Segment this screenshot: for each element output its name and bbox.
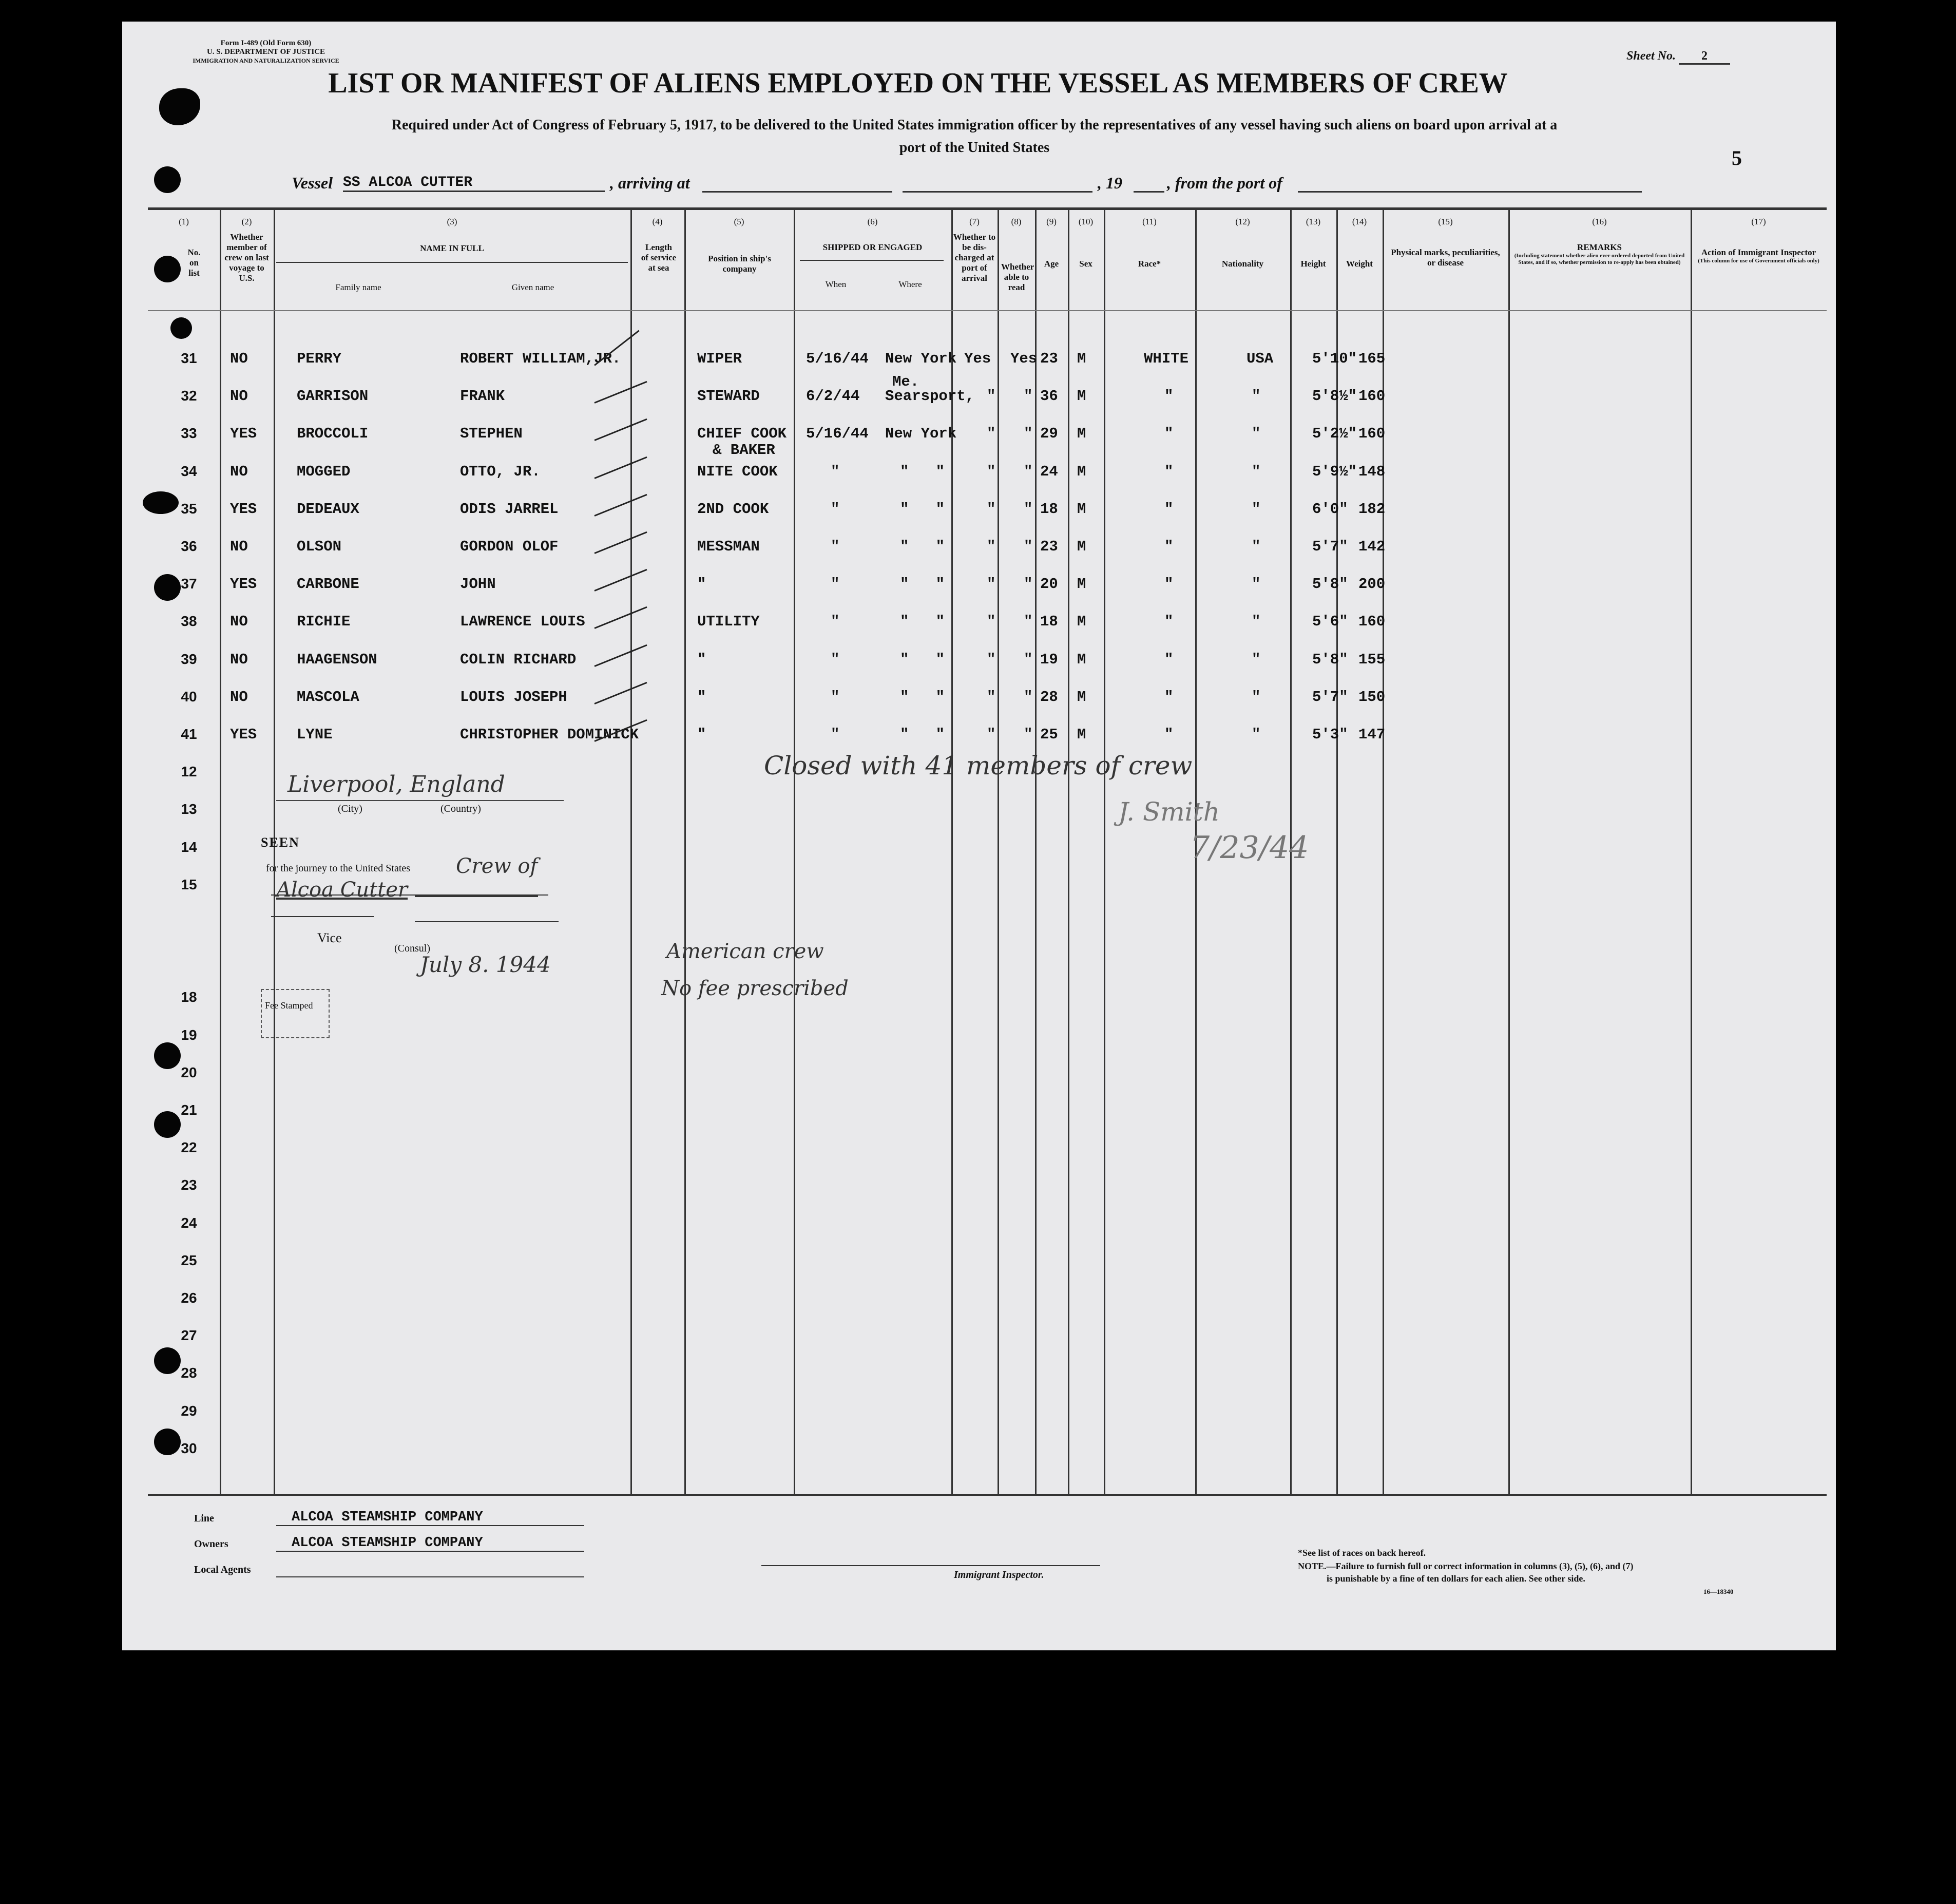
tick-mark [594, 531, 647, 554]
cell-height: 6'0" [1312, 500, 1348, 518]
cell-family-name: BROCCOLI [297, 425, 369, 443]
manifest-sheet [122, 22, 1836, 1650]
table-bottom-rule [148, 1494, 1827, 1496]
row-number-empty: 24 [181, 1214, 197, 1231]
cell-race: " [1164, 500, 1174, 518]
cell-age: 24 [1040, 463, 1058, 480]
fee-stamp-box [261, 989, 330, 1038]
col-divider [998, 207, 999, 1495]
col-header-nationality: Nationality [1221, 259, 1264, 269]
cell-where: " " [900, 613, 945, 631]
col-number: (1) [179, 217, 189, 226]
cell-discharged: " [987, 651, 996, 668]
cell-position: " [697, 576, 706, 593]
cell-able-to-read: " [1024, 463, 1033, 480]
cell-able-to-read: " [1024, 500, 1033, 518]
col-header-weight: Weight [1346, 259, 1373, 269]
col-divider [1508, 207, 1510, 1495]
cell-weight: 148 [1358, 463, 1386, 480]
crew-note: American crew [666, 940, 824, 963]
col-number: (7) [969, 217, 980, 226]
cell-last-voyage: YES [230, 425, 257, 443]
inspection-date: 7/23/44 [1190, 830, 1309, 866]
cell-nationality: " [1252, 388, 1261, 405]
vessel-label: Vessel [292, 174, 333, 192]
cell-position: " [697, 651, 706, 668]
cell-sex: M [1077, 576, 1086, 593]
cell-when: 5/16/44 [806, 350, 869, 367]
cell-sex: M [1077, 613, 1086, 631]
col-header-sex: Sex [1079, 259, 1092, 269]
cell-position: STEWARD [697, 388, 760, 405]
cell-age: 20 [1040, 576, 1058, 593]
inspector-signature-rule [761, 1565, 1100, 1566]
cell-race: " [1164, 688, 1174, 706]
cell-nationality: " [1252, 613, 1261, 631]
tick-mark [594, 418, 647, 441]
cell-age: 23 [1040, 350, 1058, 367]
cell-sex: M [1077, 726, 1086, 743]
cell-where-state: Me. [892, 373, 919, 391]
cell-given-name: LOUIS JOSEPH [460, 688, 567, 706]
cell-sex: M [1077, 388, 1086, 405]
cell-given-name: FRANK [460, 388, 505, 405]
cell-able-to-read: Yes [1010, 350, 1038, 367]
cell-sex: M [1077, 651, 1086, 668]
col-number: (12) [1235, 217, 1250, 226]
arriving-label: , arriving at [610, 174, 690, 192]
cell-height: 5'8½" [1312, 388, 1357, 405]
cell-position: WIPER [697, 350, 742, 367]
cell-family-name: MOGGED [297, 463, 351, 480]
row-number-empty: 23 [181, 1177, 197, 1193]
col-number: (11) [1142, 217, 1157, 226]
arriving-blank [702, 191, 892, 193]
cell-last-voyage: YES [230, 576, 257, 593]
col-header-remarks: REMARKS (Including statement whether alien ever ordered deported from United States, and if so, whether permission to re-apply has been obtained) [1514, 242, 1685, 265]
cell-where: " " [900, 576, 945, 593]
col-header-name: NAME IN FULL [420, 243, 484, 253]
cell-height: 5'6" [1312, 613, 1348, 631]
cell-nationality: " [1252, 576, 1261, 593]
sheet-number: Sheet No. 2 [1626, 49, 1730, 65]
owners-value: ALCOA STEAMSHIP COMPANY [276, 1535, 584, 1552]
cell-race: " [1164, 388, 1174, 405]
stamp-signature-scribble [415, 896, 538, 897]
cell-where: " " [900, 463, 945, 480]
cell-height: 5'8" [1312, 651, 1348, 668]
col-number: (6) [867, 217, 878, 226]
row-number: 38 [181, 613, 197, 630]
cell-family-name: RICHIE [297, 613, 351, 631]
cell-position-line-2: & BAKER [713, 442, 775, 459]
cell-weight: 200 [1358, 576, 1386, 593]
stamp-date: July 8. 1944 [420, 952, 551, 977]
cell-when: " [831, 500, 840, 518]
cell-weight: 142 [1358, 538, 1386, 555]
cell-discharged: " [987, 538, 996, 555]
cell-race: WHITE [1144, 350, 1189, 367]
cell-weight: 160 [1358, 613, 1386, 631]
fee-note: No fee prescribed [661, 977, 849, 1000]
cell-height: 5'8" [1312, 576, 1348, 593]
row-number-empty: 22 [181, 1139, 197, 1156]
closed-note: Closed with 41 members of crew [764, 751, 1193, 780]
arriving-blank-2 [903, 191, 1092, 193]
table-top-rule [148, 207, 1827, 210]
col-header-family-name: Family name [335, 282, 381, 292]
cell-when: " [831, 726, 840, 743]
cell-race: " [1164, 651, 1174, 668]
cell-race: " [1164, 463, 1174, 480]
col-number: (15) [1438, 217, 1453, 226]
col-header-last-voyage: Whether member of crew on last voyage to U.S. [224, 232, 269, 283]
cell-given-name: ODIS JARREL [460, 500, 559, 518]
cell-discharged: " [987, 688, 996, 706]
cell-able-to-read: " [1024, 726, 1033, 743]
cell-position: UTILITY [697, 613, 760, 631]
cell-when: " [831, 688, 840, 706]
cell-where: " " [900, 688, 945, 706]
cell-last-voyage: NO [230, 651, 248, 668]
cell-age: 23 [1040, 538, 1058, 555]
stamp-place: Liverpool, England [287, 771, 505, 797]
row-number-empty: 27 [181, 1327, 197, 1344]
col-number: (5) [734, 217, 744, 226]
cell-position: NITE COOK [697, 463, 778, 480]
cell-race: " [1164, 576, 1174, 593]
col-number: (4) [652, 217, 663, 226]
stamp-consul: (Consul) [394, 943, 430, 954]
tick-mark [594, 381, 647, 404]
cell-when: " [831, 576, 840, 593]
col-number: (3) [447, 217, 457, 226]
cell-given-name: COLIN RICHARD [460, 651, 577, 668]
inspector-initials: J. Smith [1118, 797, 1220, 827]
cell-where: New York [885, 350, 957, 367]
form-number: Form I-489 (Old Form 630) U. S. DEPARTMENT OF JUSTICE IMMIGRATION AND NATURALIZATION SERVICE [193, 39, 339, 64]
cell-when: 5/16/44 [806, 425, 869, 443]
cell-weight: 160 [1358, 388, 1386, 405]
cell-family-name: LYNE [297, 726, 333, 743]
tick-mark [594, 644, 647, 667]
cell-discharged: " [987, 463, 996, 480]
cell-sex: M [1077, 463, 1086, 480]
cell-nationality: USA [1247, 350, 1274, 367]
cell-able-to-read: " [1024, 576, 1033, 593]
tick-mark [594, 494, 647, 517]
cell-last-voyage: NO [230, 388, 248, 405]
cell-age: 29 [1040, 425, 1058, 443]
col-header-where: Where [898, 279, 922, 289]
cell-weight: 182 [1358, 500, 1386, 518]
races-note: *See list of races on back hereof. [1298, 1548, 1426, 1558]
cell-weight: 147 [1358, 726, 1386, 743]
cell-height: 5'2½" [1312, 425, 1357, 443]
cell-where: " " [900, 538, 945, 555]
col-number: (16) [1592, 217, 1607, 226]
col-header-when: When [825, 279, 847, 289]
agents-label: Local Agents [194, 1564, 251, 1575]
cell-discharged: Yes [964, 350, 991, 367]
cell-age: 36 [1040, 388, 1058, 405]
col-divider [1691, 207, 1692, 1495]
cell-age: 19 [1040, 651, 1058, 668]
col-header-age: Age [1044, 259, 1059, 269]
cell-family-name: OLSON [297, 538, 342, 555]
footer-note-1: NOTE.—Failure to furnish full or correct information in columns (3), (5), (6), and (7) [1298, 1561, 1634, 1571]
cell-given-name: GORDON OLOF [460, 538, 559, 555]
stamp-crew-of: Crew of [456, 854, 538, 878]
cell-height: 5'9½" [1312, 463, 1357, 480]
owners-label: Owners [194, 1538, 228, 1550]
row-number-empty: 14 [181, 839, 197, 855]
cell-given-name: CHRISTOPHER DOMINICK [460, 726, 639, 743]
cell-height: 5'7" [1312, 688, 1348, 706]
tick-mark [594, 606, 647, 629]
stamp-seen: SEEN [261, 835, 300, 850]
year-blank [1134, 191, 1164, 193]
col-number: (8) [1011, 217, 1022, 226]
cell-position: " [697, 688, 706, 706]
cell-position: CHIEF COOK [697, 425, 787, 443]
stamp-strike-line [415, 921, 559, 922]
row-number-empty: 30 [181, 1440, 197, 1456]
cell-discharged: " [987, 726, 996, 743]
col-number: (10) [1078, 217, 1094, 226]
cell-discharged: " [987, 576, 996, 593]
col-header-given-name: Given name [511, 282, 554, 292]
cell-position: " [697, 726, 706, 743]
col-divider [1068, 207, 1069, 1495]
cell-position: MESSMAN [697, 538, 760, 555]
cell-weight: 165 [1358, 350, 1386, 367]
cell-last-voyage: YES [230, 726, 257, 743]
cell-discharged: " [987, 388, 996, 405]
cell-discharged: " [987, 500, 996, 518]
cell-nationality: " [1252, 688, 1261, 706]
stamp-vice: Vice [317, 930, 342, 945]
cell-weight: 155 [1358, 651, 1386, 668]
stamp-vessel: Alcoa Cutter [276, 878, 408, 902]
stamp-journey: for the journey to the United States [266, 863, 411, 874]
cell-position: 2ND COOK [697, 500, 769, 518]
cell-height: 5'3" [1312, 726, 1348, 743]
col-header-height: Height [1300, 259, 1326, 269]
cell-nationality: " [1252, 726, 1261, 743]
col-header-race: Race* [1138, 259, 1161, 269]
cell-family-name: PERRY [297, 350, 342, 367]
punch-hole [170, 317, 192, 339]
cell-when: 6/2/44 [806, 388, 860, 405]
row-number: 41 [181, 726, 197, 742]
cell-when: " [831, 613, 840, 631]
cell-sex: M [1077, 350, 1086, 367]
row-number-empty: 28 [181, 1365, 197, 1381]
consular-stamp [261, 767, 754, 1055]
cell-height: 5'7" [1312, 538, 1348, 555]
row-number-empty: 21 [181, 1102, 197, 1118]
cell-last-voyage: YES [230, 500, 257, 518]
row-number: 36 [181, 538, 197, 554]
inspector-label: Immigrant Inspector. [954, 1569, 1044, 1581]
row-number-empty: 19 [181, 1026, 197, 1043]
cell-where: " " [900, 651, 945, 668]
cell-given-name: ROBERT WILLIAM,JR. [460, 350, 621, 367]
cell-race: " [1164, 613, 1174, 631]
row-number-empty: 18 [181, 989, 197, 1005]
col-header-inspector-action: Action of Immigrant Inspector (This column for use of Government officials only) [1698, 247, 1819, 264]
from-port-blank [1298, 191, 1642, 193]
cell-sex: M [1077, 500, 1086, 518]
cell-last-voyage: NO [230, 350, 248, 367]
cell-race: " [1164, 726, 1174, 743]
row-number: 35 [181, 500, 197, 517]
cell-age: 18 [1040, 613, 1058, 631]
agents-rule [276, 1576, 584, 1577]
cell-race: " [1164, 425, 1174, 443]
stamp-place-rule [276, 800, 564, 801]
cell-nationality: " [1252, 500, 1261, 518]
cell-where: " " [900, 500, 945, 518]
row-number-empty: 15 [181, 876, 197, 892]
cell-family-name: GARRISON [297, 388, 369, 405]
punch-hole [154, 256, 181, 282]
row-number-empty: 29 [181, 1402, 197, 1419]
vessel-value: SS ALCOA CUTTER [343, 175, 605, 192]
tick-mark [594, 682, 647, 705]
row-number: 33 [181, 425, 197, 442]
cell-sex: M [1077, 425, 1086, 443]
col-header-physical-marks: Physical marks, peculiarities, or disease [1391, 247, 1500, 268]
cell-last-voyage: NO [230, 538, 248, 555]
cell-family-name: DEDEAUX [297, 500, 359, 518]
cell-where: Searsport, [885, 388, 975, 405]
page-mark: 5 [1732, 146, 1742, 169]
cell-nationality: " [1252, 425, 1261, 443]
cell-when: " [831, 651, 840, 668]
cell-discharged: " [987, 425, 996, 443]
col-header-able-to-read: Whether able to read [1001, 262, 1034, 292]
row-number: 40 [181, 688, 197, 705]
cell-given-name: STEPHEN [460, 425, 523, 443]
cell-where: New York [885, 425, 957, 443]
cell-sex: M [1077, 688, 1086, 706]
col-divider [220, 207, 221, 1495]
cell-nationality: " [1252, 463, 1261, 480]
col-header-discharged: Whether to be dis-charged at port of arrival [953, 232, 996, 283]
cell-discharged: " [987, 613, 996, 631]
cell-race: " [1164, 538, 1174, 555]
cell-sex: M [1077, 538, 1086, 555]
stamp-city-label: (City) [338, 803, 362, 814]
cell-nationality: " [1252, 651, 1261, 668]
cell-weight: 160 [1358, 425, 1386, 443]
cell-able-to-read: " [1024, 688, 1033, 706]
cell-able-to-read: " [1024, 388, 1033, 405]
col-number: (9) [1046, 217, 1057, 226]
cell-where: " " [900, 726, 945, 743]
cell-given-name: JOHN [460, 576, 496, 593]
col-header-shipped: SHIPPED OR ENGAGED [822, 242, 923, 252]
tick-mark [594, 456, 647, 479]
cell-given-name: OTTO, JR. [460, 463, 541, 480]
row-number-empty: 12 [181, 764, 197, 780]
form-code: 16—18340 [1703, 1588, 1734, 1595]
stamp-strike-line [271, 894, 548, 896]
cell-family-name: CARBONE [297, 576, 359, 593]
stamp-strike-line [271, 916, 374, 917]
header-bottom-rule [148, 310, 1827, 311]
cell-family-name: HAAGENSON [297, 651, 377, 668]
line-value: ALCOA STEAMSHIP COMPANY [276, 1510, 584, 1526]
cell-able-to-read: " [1024, 538, 1033, 555]
name-subdivider [276, 262, 628, 263]
col-number: (2) [241, 217, 252, 226]
fee-stamp-text: Fee Stamped [265, 1000, 313, 1011]
cell-able-to-read: " [1024, 425, 1033, 443]
cell-last-voyage: NO [230, 613, 248, 631]
vessel-line [292, 174, 1780, 199]
line-label: Line [194, 1513, 214, 1524]
cell-weight: 150 [1358, 688, 1386, 706]
row-number: 34 [181, 463, 197, 479]
cell-last-voyage: NO [230, 463, 248, 480]
col-divider [794, 207, 795, 1495]
cell-able-to-read: " [1024, 613, 1033, 631]
cell-when: " [831, 538, 840, 555]
col-number: (17) [1751, 217, 1766, 226]
col-header-position: Position in ship's company [708, 254, 771, 274]
footer-note-2: is punishable by a fine of ten dollars for each alien. See other side. [1327, 1573, 1585, 1584]
row-number: 37 [181, 576, 197, 592]
col-divider [1104, 207, 1105, 1495]
year-label: , 19 [1098, 174, 1122, 192]
cell-age: 28 [1040, 688, 1058, 706]
row-number-empty: 13 [181, 801, 197, 817]
row-number-empty: 20 [181, 1064, 197, 1080]
punch-hole [154, 166, 181, 193]
col-header-length-of-service: Length of service at sea [641, 242, 677, 273]
row-number-empty: 25 [181, 1252, 197, 1268]
row-number-empty: 26 [181, 1290, 197, 1306]
row-number: 39 [181, 651, 197, 667]
col-number: (13) [1306, 217, 1321, 226]
col-number: (14) [1352, 217, 1367, 226]
cell-height: 5'10" [1312, 350, 1357, 367]
cell-last-voyage: NO [230, 688, 248, 706]
cell-family-name: MASCOLA [297, 688, 359, 706]
page-subtitle: Required under Act of Congress of February 5, 1917, to be delivered to the United States immigration officer by the representatives of any vessel having such aliens on board upon arrival at a port of the United States [391, 117, 1558, 156]
shipped-subdivider [800, 260, 944, 261]
cell-age: 18 [1040, 500, 1058, 518]
cell-age: 25 [1040, 726, 1058, 743]
row-number: 31 [181, 350, 197, 366]
col-divider [1035, 207, 1037, 1495]
from-port-label: , from the port of [1167, 174, 1282, 192]
page-title: LIST OR MANIFEST OF ALIENS EMPLOYED ON THE VESSEL AS MEMBERS OF CREW [328, 67, 1508, 99]
cell-able-to-read: " [1024, 651, 1033, 668]
cell-nationality: " [1252, 538, 1261, 555]
tick-mark [594, 569, 647, 592]
stamp-country-label: (Country) [440, 803, 481, 814]
col-header-no: No. on list [187, 247, 201, 278]
cell-given-name: LAWRENCE LOUIS [460, 613, 585, 631]
row-number: 32 [181, 388, 197, 404]
cell-when: " [831, 463, 840, 480]
